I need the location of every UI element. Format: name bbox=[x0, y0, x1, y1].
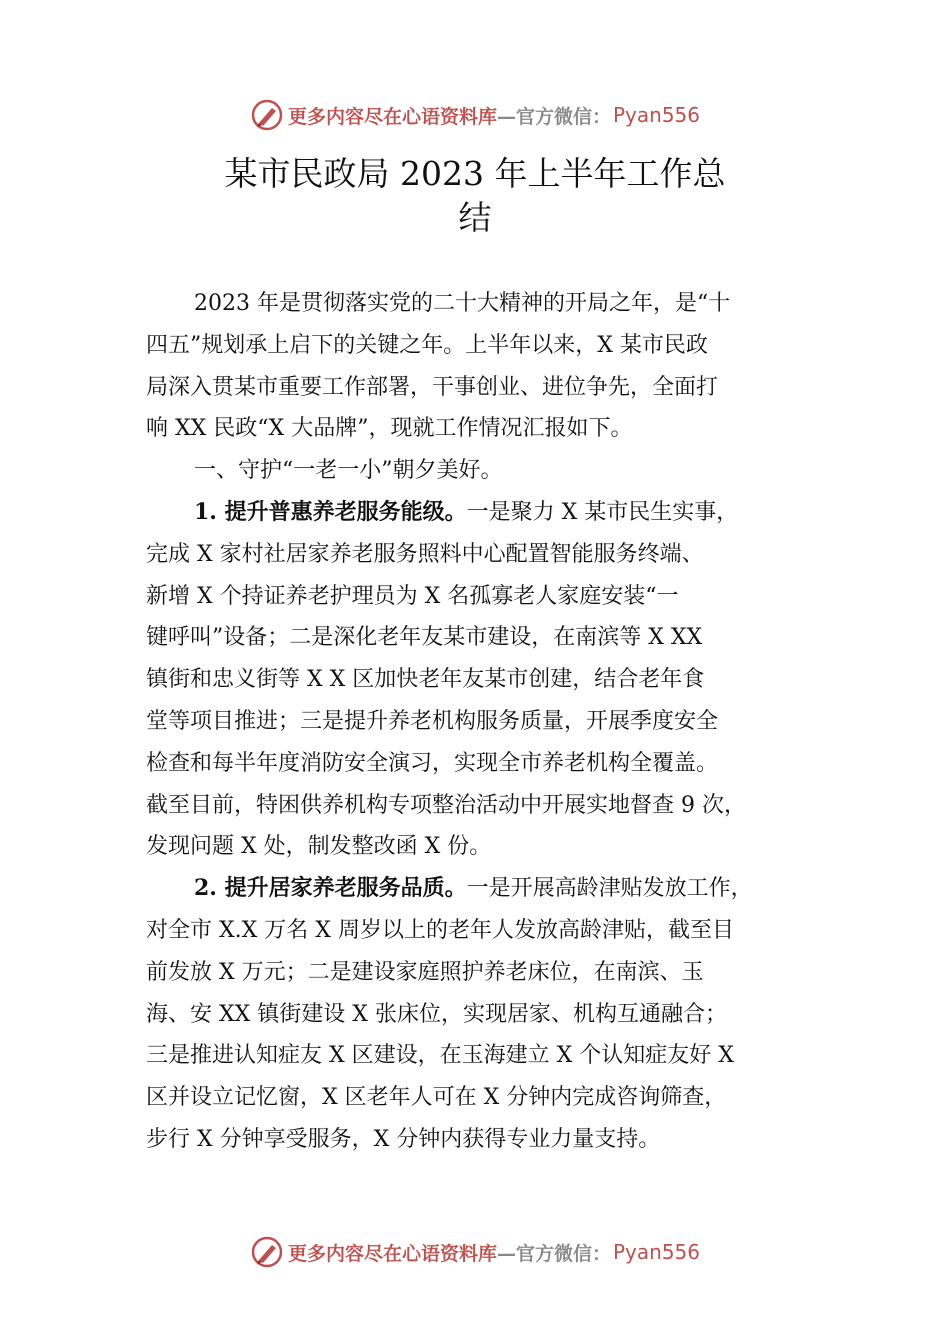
paragraph-line: 前发放 X 万元；二是建设家庭照护养老床位，在南滨、玉 bbox=[146, 959, 704, 985]
paragraph-line: 镇街和忠义街等 X X 区加快老年友某市创建，结合老年食 bbox=[146, 667, 705, 693]
paragraph-line: 2023 年是贯彻落实党的二十大精神的开局之年，是“十 bbox=[194, 291, 731, 316]
paragraph-text: 一是聚力 X 某市民生实事， bbox=[466, 499, 739, 525]
watermark-footer bbox=[0, 1232, 950, 1272]
watermark-text: 更多内容尽在心语资料库 bbox=[287, 1242, 497, 1265]
paragraph-line: 发现问题 X 处，制发整改函 X 份。 bbox=[146, 834, 492, 860]
pen-logo-icon bbox=[250, 98, 284, 132]
watermark-separator: —官方微信： bbox=[496, 1242, 611, 1265]
paragraph-text: 一是开展高龄津贴发放工作， bbox=[466, 876, 753, 902]
subsection-heading: 1. 提升普惠养老服务能级。 bbox=[194, 498, 467, 525]
document-title bbox=[150, 152, 800, 240]
paragraph-line: 区并设立记忆窗，X 区老年人可在 X 分钟内完成咨询筛查， bbox=[146, 1085, 727, 1111]
watermark-id: Pyan556 bbox=[613, 103, 701, 127]
paragraph-line: 完成 X 家村社居家养老服务照料中心配置智能服务终端、 bbox=[146, 541, 704, 567]
paragraph-line: 响 XX 民政“X 大品牌”，现就工作情况汇报如下。 bbox=[146, 416, 633, 442]
paragraph-line: 四五”规划承上启下的关键之年。上半年以来，X 某市民政 bbox=[146, 332, 708, 358]
watermark-text: 更多内容尽在心语资料库 bbox=[287, 105, 497, 128]
section-heading: 一、守护“一老一小”朝夕美好。 bbox=[194, 458, 503, 484]
paragraph-line: 步行 X 分钟享受服务，X 分钟内获得专业力量支持。 bbox=[146, 1126, 661, 1152]
paragraph-line: 局深入贯某市重要工作部署，干事创业、进位争先，全面打 bbox=[146, 374, 719, 400]
subsection-heading: 2. 提升居家养老服务品质。 bbox=[194, 875, 467, 902]
paragraph-line: 键呼叫”设备；二是深化老年友某市建设，在南滨等 X XX bbox=[146, 625, 703, 651]
watermark-header bbox=[0, 95, 950, 135]
paragraph-line: 三是推进认知症友 X 区建设，在玉海建立 X 个认知症友好 X bbox=[146, 1043, 734, 1069]
paragraph-line: 截至目前，特困供养机构专项整治活动中开展实地督查 9 次， bbox=[146, 792, 746, 818]
watermark-separator: —官方微信： bbox=[496, 105, 611, 128]
paragraph-line: 对全市 X.X 万名 X 周岁以上的老年人发放高龄津贴，截至目 bbox=[146, 917, 734, 943]
title-line-1: 某市民政局 2023 年上半年工作总 bbox=[224, 154, 726, 193]
paragraph-line: 海、安 XX 镇街建设 X 张床位，实现居家、机构互通融合； bbox=[146, 1001, 727, 1027]
pen-logo-icon bbox=[250, 1235, 284, 1269]
document-body bbox=[146, 283, 814, 1161]
paragraph-line bbox=[146, 868, 814, 910]
paragraph-line: 堂等项目推进；三是提升养老机构服务质量，开展季度安全 bbox=[146, 708, 719, 734]
title-line-2: 结 bbox=[458, 198, 492, 237]
paragraph-line: 新增 X 个持证养老护理员为 X 名孤寡老人家庭安装“一 bbox=[146, 583, 679, 609]
paragraph-line: 检查和每半年度消防安全演习，实现全市养老机构全覆盖。 bbox=[146, 750, 719, 776]
watermark-id: Pyan556 bbox=[613, 1240, 701, 1264]
paragraph-line bbox=[146, 492, 814, 534]
